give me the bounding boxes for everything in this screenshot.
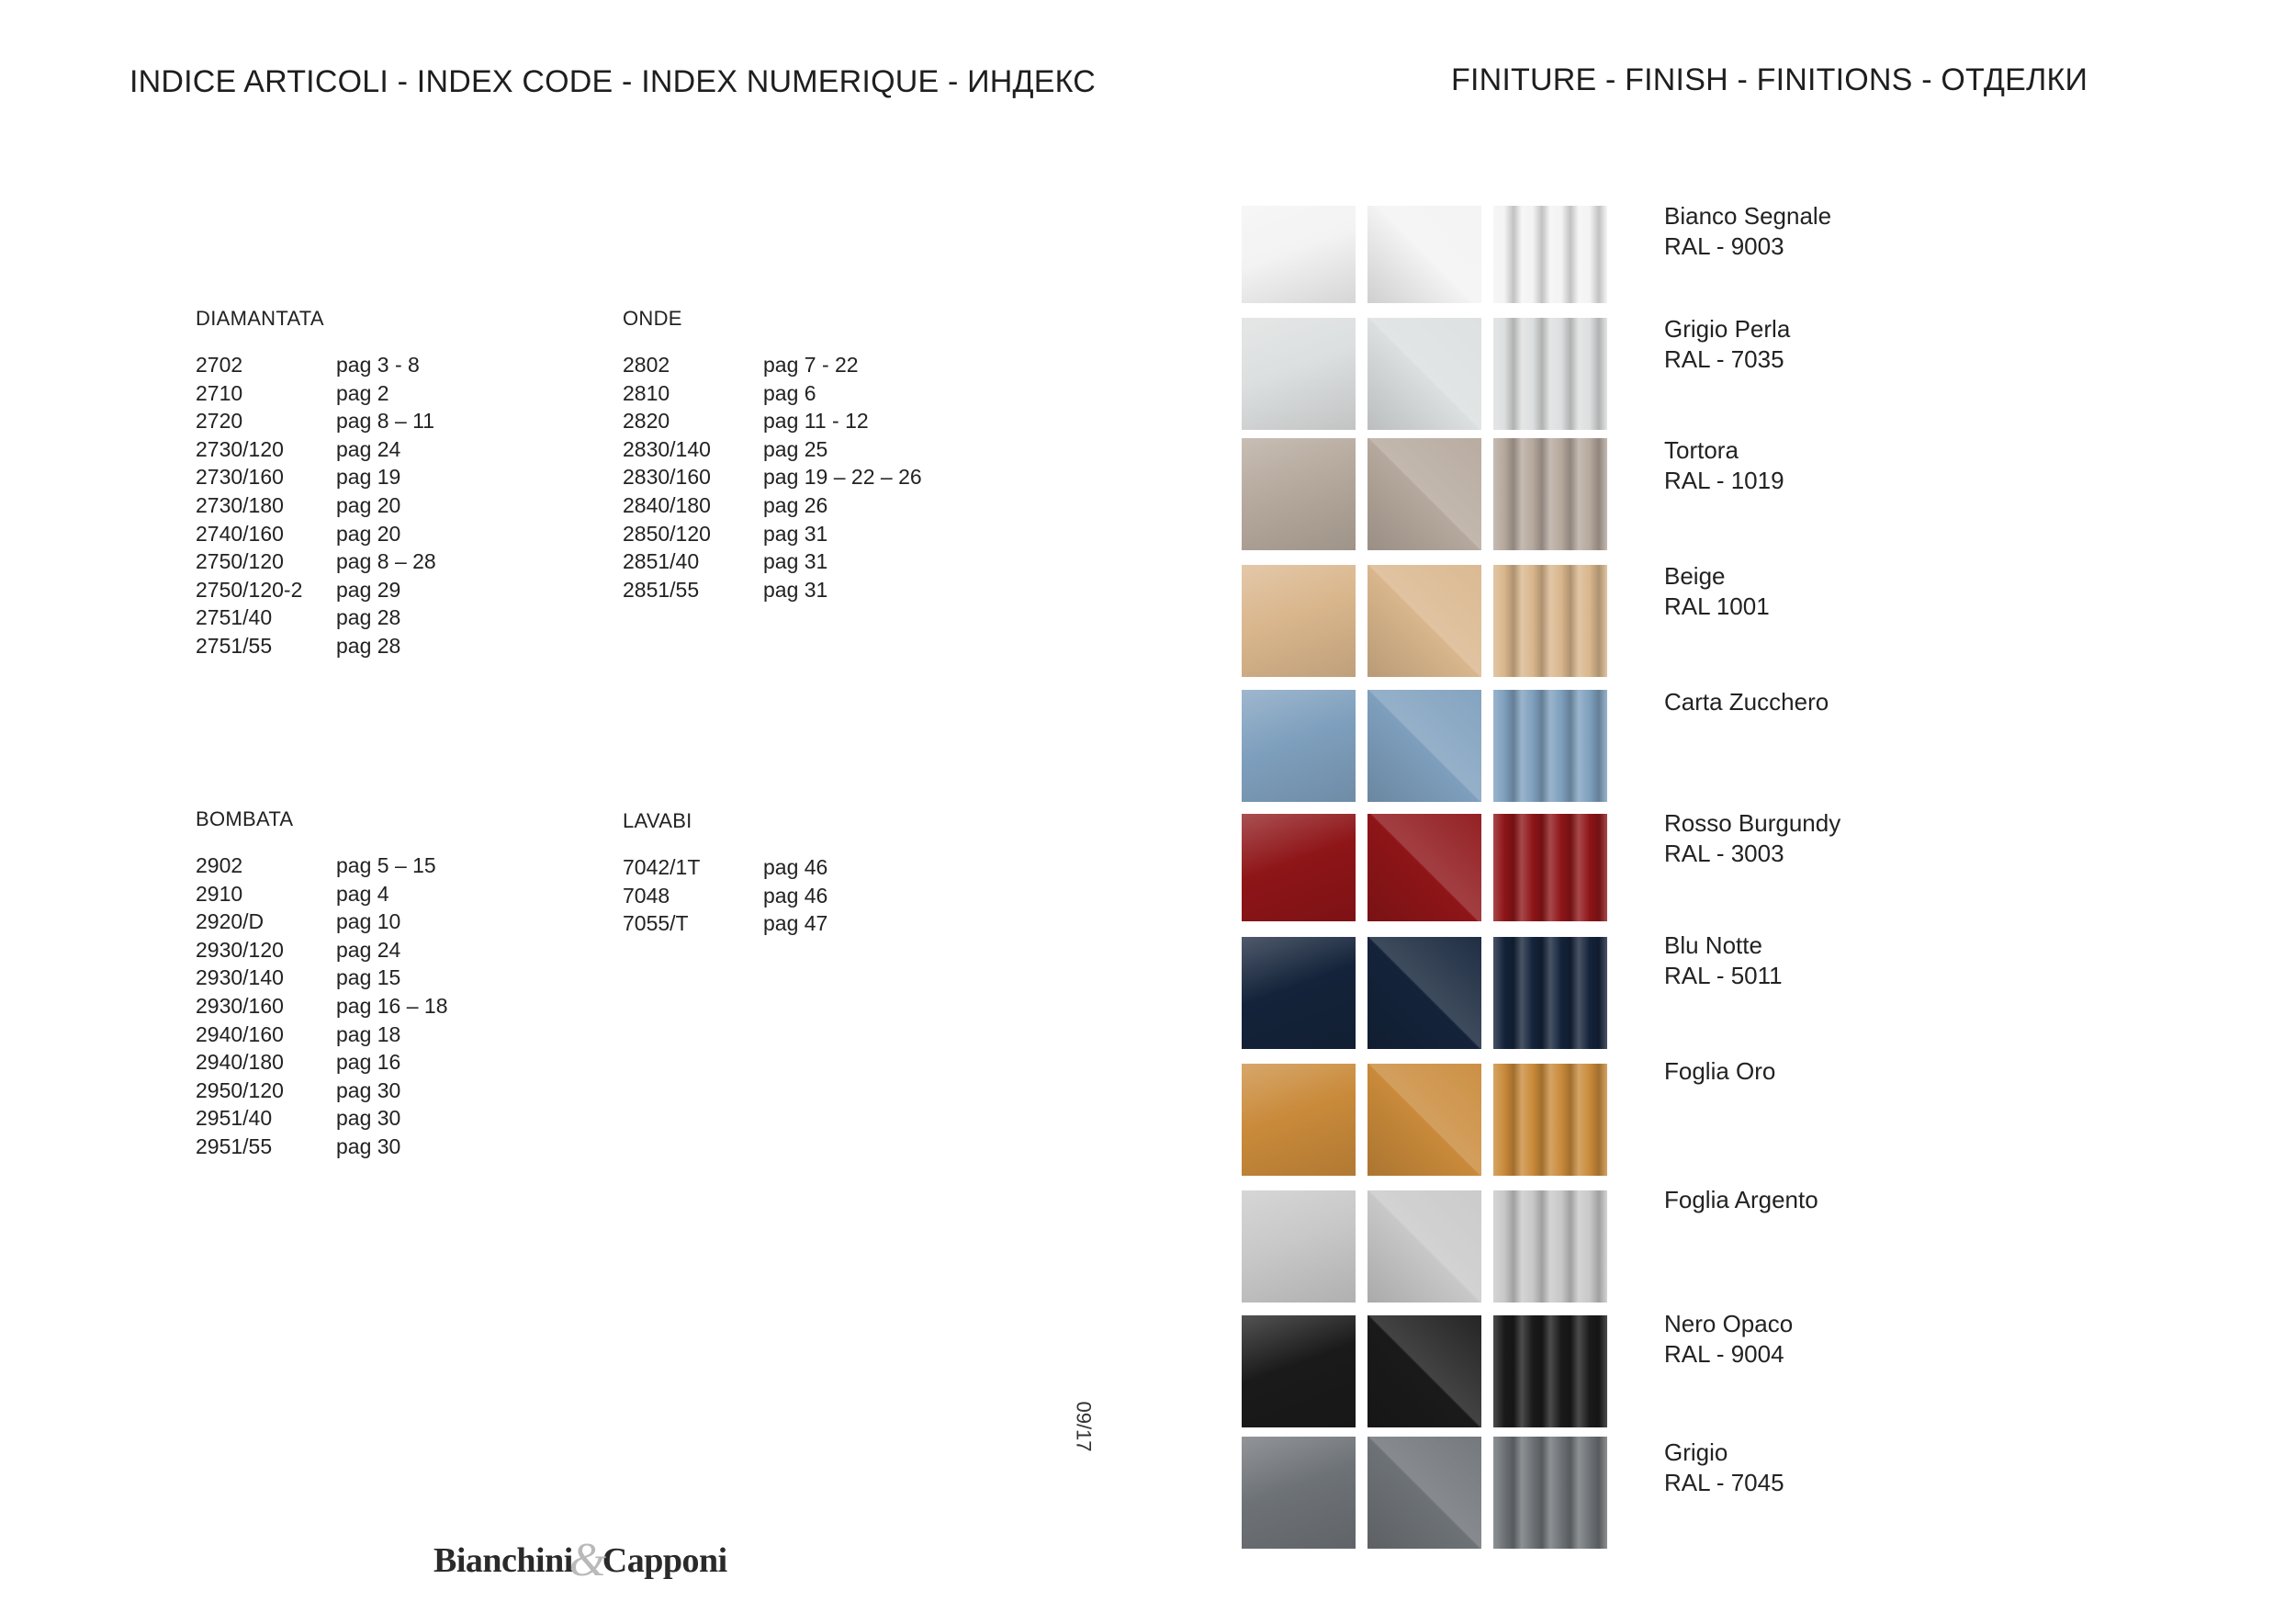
article-pages: pag 10 — [336, 909, 401, 934]
swatch-wave — [1493, 937, 1607, 1049]
index-row — [623, 407, 922, 435]
finish-ral-code: RAL - 5011 — [1664, 962, 1783, 989]
index-row — [196, 851, 448, 880]
finish-label — [1664, 314, 1790, 375]
article-pages: pag 47 — [763, 911, 828, 936]
index-row — [196, 1021, 448, 1049]
finish-swatch-row — [1242, 814, 1609, 921]
finish-label — [1664, 561, 1770, 622]
article-code: 2720 — [196, 409, 243, 434]
finish-name: Grigio — [1664, 1438, 1728, 1466]
article-code: 7055/T — [623, 911, 689, 936]
index-row — [196, 407, 436, 435]
swatch-wave — [1493, 438, 1607, 550]
finish-ral-code: RAL - 3003 — [1664, 840, 1784, 867]
index-row — [623, 491, 922, 520]
article-pages: pag 30 — [336, 1106, 401, 1131]
article-pages: pag 31 — [763, 521, 828, 546]
index-row — [196, 1048, 448, 1077]
swatch-wave — [1493, 1190, 1607, 1303]
finish-label — [1664, 1309, 1793, 1370]
swatch-diamond — [1367, 690, 1481, 802]
index-row — [623, 853, 827, 882]
article-code: 7048 — [623, 883, 670, 908]
swatch-wave — [1493, 690, 1607, 802]
index-section-lavabi — [623, 807, 827, 938]
index-row — [623, 351, 922, 379]
article-pages: pag 25 — [763, 436, 828, 461]
article-pages: pag 19 – 22 – 26 — [763, 465, 922, 490]
article-code: 2710 — [196, 380, 243, 405]
finish-name: Nero Opaco — [1664, 1310, 1794, 1337]
index-row — [196, 520, 436, 548]
logo-ampersand: & — [568, 1534, 606, 1586]
finish-name: Blu Notte — [1664, 931, 1762, 959]
swatch-diamond — [1367, 1437, 1481, 1549]
finish-swatch-row — [1242, 937, 1609, 1049]
index-row — [196, 1104, 448, 1133]
swatch-diamond — [1367, 318, 1481, 430]
swatch-diamond — [1367, 1064, 1481, 1176]
swatch-flat — [1242, 814, 1356, 921]
section-title: ONDE — [623, 307, 682, 330]
article-code: 2810 — [623, 380, 670, 405]
swatch-wave — [1493, 1315, 1607, 1427]
article-code: 2830/160 — [623, 465, 711, 490]
article-pages: pag 15 — [336, 965, 401, 990]
index-row — [623, 463, 922, 491]
swatch-flat — [1242, 1315, 1356, 1427]
article-pages: pag 11 - 12 — [763, 409, 869, 434]
article-code: 2930/120 — [196, 937, 284, 962]
article-code: 2702 — [196, 353, 243, 377]
swatch-flat — [1242, 690, 1356, 802]
article-pages: pag 24 — [336, 436, 401, 461]
article-code: 2920/D — [196, 909, 264, 934]
finish-swatch-row — [1242, 438, 1609, 550]
swatch-flat — [1242, 1064, 1356, 1176]
swatch-wave — [1493, 1064, 1607, 1176]
article-code: 2750/120-2 — [196, 577, 303, 602]
article-code: 2902 — [196, 853, 243, 877]
index-row — [623, 435, 922, 464]
swatch-flat — [1242, 438, 1356, 550]
finishes-heading: FINITURE - FINISH - FINITIONS - ОТДЕЛКИ — [1451, 62, 2088, 97]
swatch-diamond — [1367, 1315, 1481, 1427]
article-code: 2840/180 — [623, 492, 711, 517]
article-pages: pag 6 — [763, 380, 816, 405]
index-row — [196, 964, 448, 992]
article-code: 2930/160 — [196, 993, 284, 1018]
article-code: 2740/160 — [196, 521, 284, 546]
article-pages: pag 24 — [336, 937, 401, 962]
article-code: 2802 — [623, 353, 670, 377]
swatch-diamond — [1367, 438, 1481, 550]
finish-swatch-row — [1242, 690, 1609, 802]
index-row — [623, 576, 922, 604]
finish-swatch-row — [1242, 1437, 1609, 1549]
article-pages: pag 16 — [336, 1050, 401, 1075]
finish-name: Grigio Perla — [1664, 315, 1791, 343]
finish-ral-code: RAL - 9003 — [1664, 232, 1784, 260]
index-rows — [623, 853, 827, 938]
index-row — [623, 882, 827, 910]
article-code: 2820 — [623, 409, 670, 434]
logo-text-bianchini: Bianchini — [433, 1541, 573, 1580]
article-code: 2940/180 — [196, 1050, 284, 1075]
article-pages: pag 31 — [763, 549, 828, 574]
index-row — [196, 547, 436, 576]
index-rows — [196, 351, 436, 660]
article-code: 2940/160 — [196, 1021, 284, 1046]
article-code: 2851/55 — [623, 577, 700, 602]
index-row — [623, 909, 827, 938]
finish-name: Foglia Argento — [1664, 1186, 1818, 1213]
swatch-flat — [1242, 206, 1356, 303]
article-code: 2951/55 — [196, 1133, 273, 1158]
index-row — [623, 379, 922, 408]
section-title: DIAMANTATA — [196, 307, 324, 330]
index-row — [196, 603, 436, 632]
finish-label — [1664, 930, 1783, 991]
finish-ral-code: RAL - 7035 — [1664, 345, 1784, 373]
article-pages: pag 7 - 22 — [763, 353, 859, 377]
index-row — [196, 351, 436, 379]
article-code: 7042/1T — [623, 855, 701, 879]
finish-name: Bianco Segnale — [1664, 202, 1832, 230]
finish-name: Foglia Oro — [1664, 1057, 1776, 1085]
article-code: 2750/120 — [196, 549, 284, 574]
article-pages: pag 28 — [336, 605, 401, 630]
article-code: 2951/40 — [196, 1106, 273, 1131]
article-pages: pag 20 — [336, 492, 401, 517]
swatch-flat — [1242, 318, 1356, 430]
finish-swatch-row — [1242, 1190, 1609, 1303]
swatch-wave — [1493, 318, 1607, 430]
index-section-onde — [623, 305, 922, 603]
brand-logo — [433, 1529, 727, 1584]
finish-swatch-row — [1242, 1315, 1609, 1427]
index-row — [196, 936, 448, 964]
index-heading: INDICE ARTICOLI - INDEX CODE - INDEX NUMERIQUE - ИНДЕКС — [129, 64, 1097, 99]
swatch-flat — [1242, 937, 1356, 1049]
index-row — [196, 463, 436, 491]
swatch-flat — [1242, 565, 1356, 677]
index-rows — [196, 851, 448, 1161]
finish-swatch-row — [1242, 1064, 1609, 1176]
article-pages: pag 29 — [336, 577, 401, 602]
section-title: LAVABI — [623, 809, 692, 832]
finish-swatch-row — [1242, 565, 1609, 677]
index-row — [196, 379, 436, 408]
swatch-wave — [1493, 814, 1607, 921]
article-pages: pag 46 — [763, 855, 828, 879]
article-pages: pag 16 – 18 — [336, 993, 448, 1018]
finish-ral-code: RAL - 1019 — [1664, 467, 1784, 494]
index-row — [196, 435, 436, 464]
finish-label — [1664, 201, 1831, 262]
index-section-diamantata — [196, 305, 436, 660]
index-section-bombata — [196, 806, 448, 1161]
finish-ral-code: RAL - 9004 — [1664, 1340, 1784, 1368]
article-pages: pag 19 — [336, 465, 401, 490]
article-pages: pag 8 – 28 — [336, 549, 436, 574]
article-code: 2930/140 — [196, 965, 284, 990]
section-title: BOMBATA — [196, 807, 294, 830]
finish-ral-code: RAL - 7045 — [1664, 1469, 1784, 1496]
article-pages: pag 5 – 15 — [336, 853, 436, 877]
finish-name: Carta Zucchero — [1664, 688, 1829, 716]
finish-name: Beige — [1664, 562, 1726, 590]
swatch-wave — [1493, 1437, 1607, 1549]
finish-label — [1664, 1056, 1775, 1087]
article-pages: pag 2 — [336, 380, 389, 405]
article-code: 2730/160 — [196, 465, 284, 490]
finish-label — [1664, 1438, 1784, 1498]
logo-text-capponi: Capponi — [602, 1541, 727, 1580]
article-code: 2850/120 — [623, 521, 711, 546]
article-pages: pag 26 — [763, 492, 828, 517]
finish-swatch-row — [1242, 318, 1609, 430]
index-row — [196, 576, 436, 604]
index-row — [623, 547, 922, 576]
finish-label — [1664, 687, 1829, 717]
finish-name: Tortora — [1664, 436, 1739, 464]
swatch-wave — [1493, 206, 1607, 303]
page-number: 09/17 — [1072, 1401, 1096, 1452]
article-pages: pag 4 — [336, 881, 389, 906]
article-code: 2730/120 — [196, 436, 284, 461]
article-code: 2751/40 — [196, 605, 273, 630]
swatch-diamond — [1367, 1190, 1481, 1303]
index-row — [196, 1133, 448, 1161]
index-rows — [623, 351, 922, 603]
index-row — [623, 520, 922, 548]
swatch-flat — [1242, 1190, 1356, 1303]
article-code: 2851/40 — [623, 549, 700, 574]
article-pages: pag 46 — [763, 883, 828, 908]
finish-label — [1664, 808, 1840, 869]
article-code: 2950/120 — [196, 1077, 284, 1102]
index-row — [196, 491, 436, 520]
index-row — [196, 908, 448, 936]
swatch-diamond — [1367, 565, 1481, 677]
finish-label — [1664, 1185, 1818, 1215]
article-code: 2910 — [196, 881, 243, 906]
swatch-diamond — [1367, 937, 1481, 1049]
swatch-wave — [1493, 565, 1607, 677]
swatch-flat — [1242, 1437, 1356, 1549]
article-pages: pag 31 — [763, 577, 828, 602]
finish-swatch-row — [1242, 206, 1609, 303]
swatch-diamond — [1367, 206, 1481, 303]
finish-label — [1664, 435, 1784, 496]
index-row — [196, 1077, 448, 1105]
article-code: 2830/140 — [623, 436, 711, 461]
article-pages: pag 18 — [336, 1021, 401, 1046]
article-pages: pag 3 - 8 — [336, 353, 420, 377]
article-pages: pag 8 – 11 — [336, 409, 435, 434]
index-row — [196, 880, 448, 908]
article-pages: pag 30 — [336, 1077, 401, 1102]
finish-ral-code: RAL 1001 — [1664, 592, 1770, 620]
article-pages: pag 30 — [336, 1133, 401, 1158]
index-row — [196, 992, 448, 1021]
swatch-diamond — [1367, 814, 1481, 921]
index-row — [196, 632, 436, 660]
article-pages: pag 28 — [336, 633, 401, 658]
finish-name: Rosso Burgundy — [1664, 809, 1841, 837]
article-pages: pag 20 — [336, 521, 401, 546]
article-code: 2751/55 — [196, 633, 273, 658]
article-code: 2730/180 — [196, 492, 284, 517]
